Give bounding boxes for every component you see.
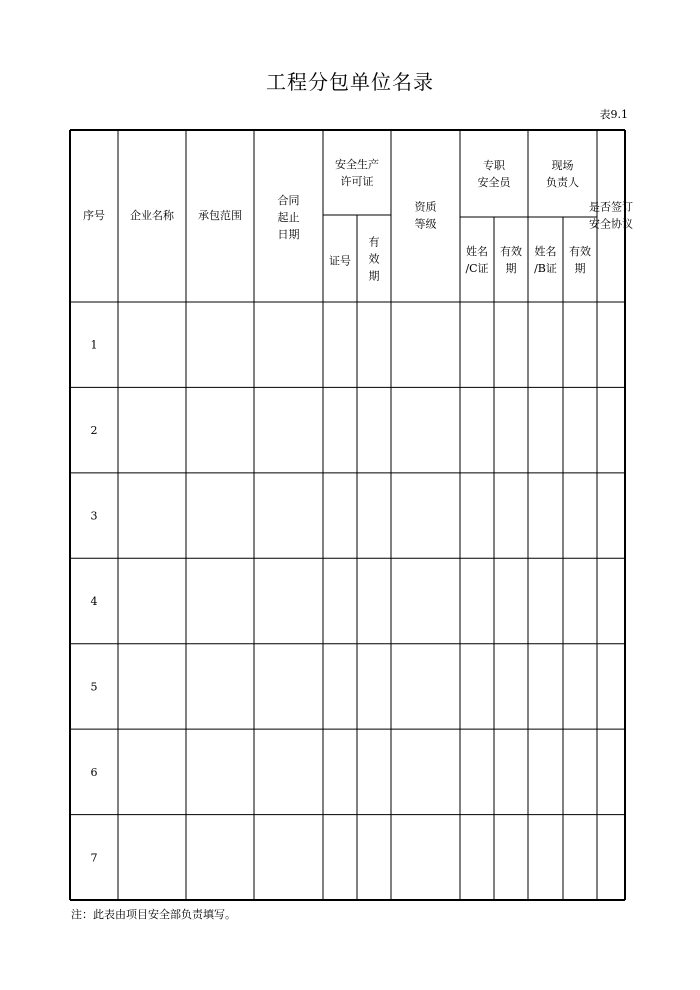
- header-license-validity: 有效期: [368, 235, 380, 283]
- row-seq-number: 1: [90, 338, 98, 352]
- footnote: 注：此表由项目安全部负责填写。: [71, 908, 236, 921]
- header-safety-license: 安全生产许可证: [335, 158, 379, 188]
- row-seq-number: 3: [90, 509, 98, 523]
- header-officer-name-cert: 姓名/C证: [465, 245, 489, 275]
- row-seq-number: 6: [90, 765, 98, 779]
- header-manager-validity: 有效期: [569, 245, 591, 275]
- header-qualification: 资质等级: [414, 200, 437, 231]
- header-manager-name-cert: 姓名/B证: [534, 245, 557, 275]
- page-title: 工程分包单位名录: [266, 70, 434, 94]
- row-seq-number: 5: [90, 680, 98, 694]
- header-agreement-signed: 是否签订安全协议: [589, 200, 633, 231]
- row-seq-number: 4: [90, 595, 98, 608]
- header-seq: 序号: [83, 209, 105, 222]
- header-contract-scope: 承包范围: [198, 209, 242, 222]
- row-seq-number: 7: [90, 851, 98, 865]
- header-safety-officer: 专职安全员: [477, 159, 511, 189]
- header-license-number: 证号: [329, 254, 351, 268]
- header-officer-validity: 有效期: [500, 245, 522, 275]
- header-site-manager: 现场负责人: [546, 159, 579, 189]
- row-seq-number: 2: [90, 424, 98, 438]
- form-number: 表9.1: [599, 108, 628, 121]
- header-contract-period: 合同起止日期: [277, 194, 300, 241]
- header-company-name: 企业名称: [130, 209, 174, 222]
